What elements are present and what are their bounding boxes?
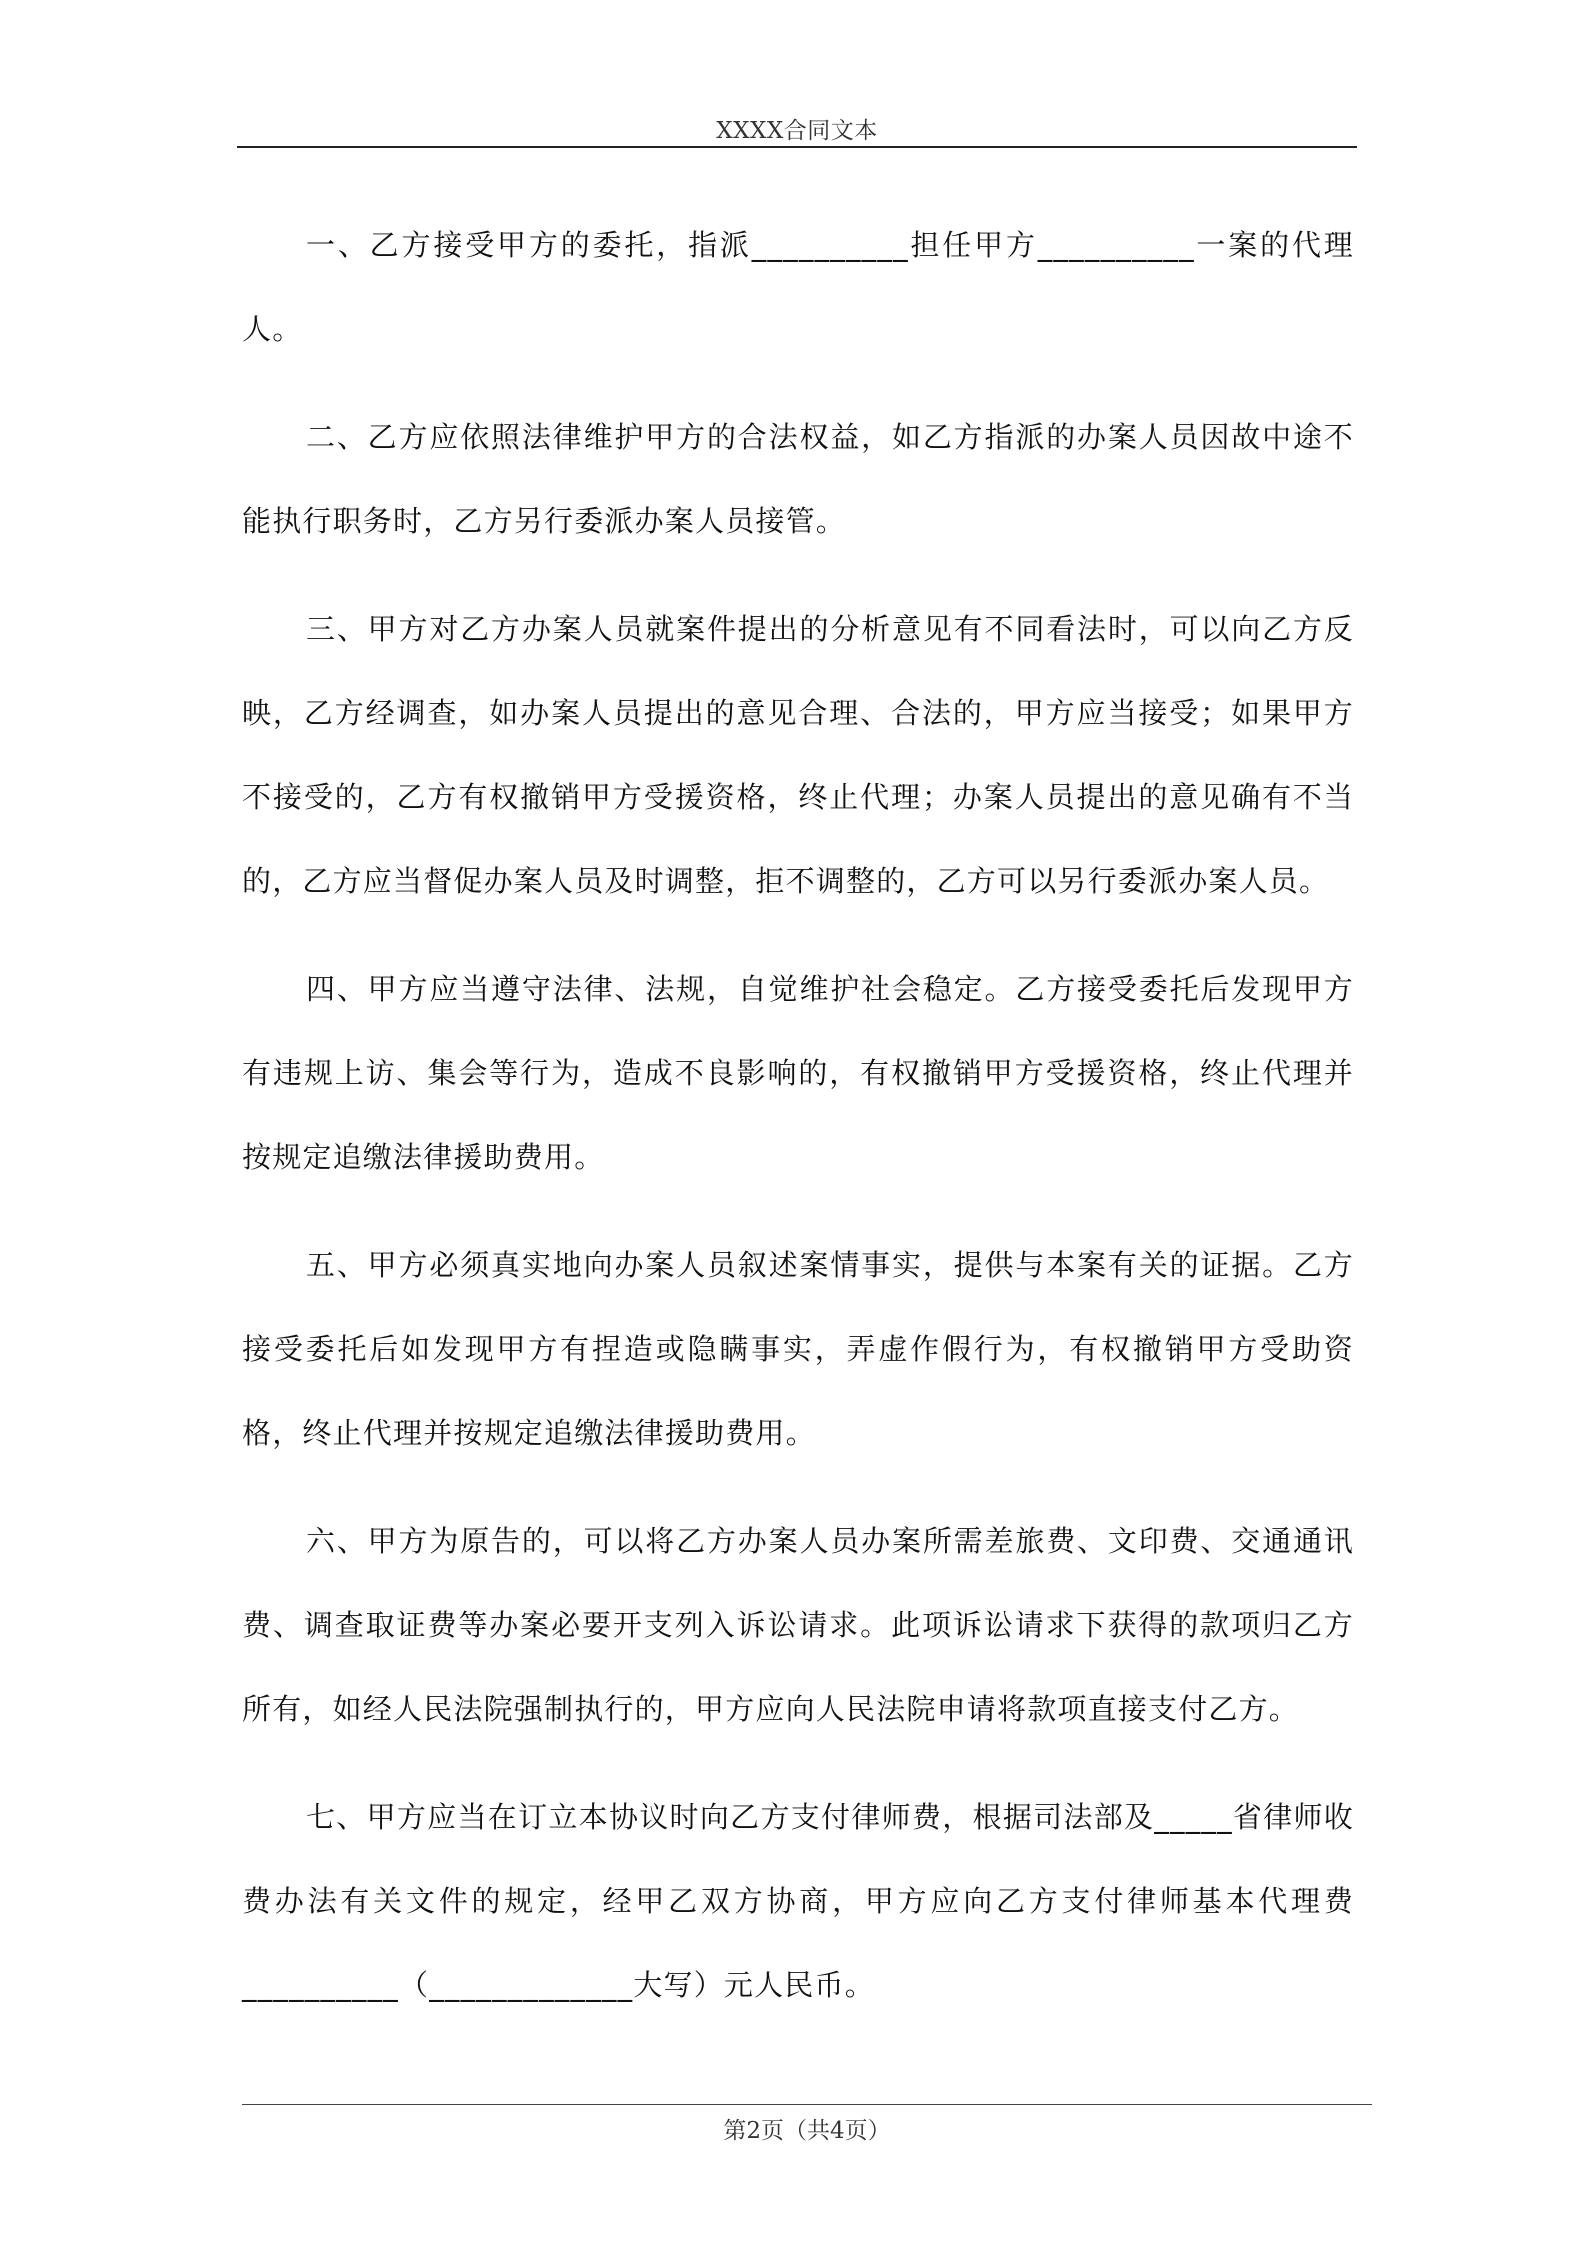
contract-body (242, 203, 1354, 2051)
header-divider (237, 146, 1357, 148)
clause-5: 五、甲方必须真实地向办案人员叙述案情事实，提供与本案有关的证据。乙方接受委托后如发现甲方有捏造或隐瞒事实，弄虚作假行为，有权撤销甲方受助资格，终止代理并按规定追缴法律援助费用。 (242, 1248, 1354, 1450)
clause-4: 四、甲方应当遵守法律、法规，自觉维护社会稳定。乙方接受委托后发现甲方有违规上访、集会等行为，造成不良影响的，有权撤销甲方受援资格，终止代理并按规定追缴法律援助费用。 (242, 972, 1354, 1174)
clause-7: 七、甲方应当在订立本协议时向乙方支付律师费，根据司法部及_____省律师收费办法有关文件的规定，经甲乙双方协商，甲方应向乙方支付律师基本代理费__________（_____________大写）元人民币。 (242, 1800, 1354, 2002)
footer-divider (242, 2104, 1372, 2105)
clause-2: 二、乙方应依照法律维护甲方的合法权益，如乙方指派的办案人员因故中途不能执行职务时，乙方另行委派办案人员接管。 (242, 420, 1354, 538)
clause-6: 六、甲方为原告的，可以将乙方办案人员办案所需差旅费、文印费、交通通讯费、调查取证费等办案必要开支列入诉讼请求。此项诉讼请求下获得的款项归乙方所有，如经人民法院强制执行的，甲方应向人民法院申请将款项直接支付乙方。 (242, 1524, 1354, 1726)
clause-3: 三、甲方对乙方办案人员就案件提出的分析意见有不同看法时，可以向乙方反映，乙方经调查，如办案人员提出的意见合理、合法的，甲方应当接受；如果甲方不接受的，乙方有权撤销甲方受援资格，终止代理；办案人员提出的意见确有不当的，乙方应当督促办案人员及时调整，拒不调整的，乙方可以另行委派办案人员。 (242, 612, 1354, 898)
page-number: 第2页（共4页） (723, 2118, 891, 2144)
document-header-title: XXXX合同文本 (716, 118, 878, 144)
clause-1: 一、乙方接受甲方的委托，指派__________担任甲方__________一案的代理人。 (242, 228, 1354, 346)
